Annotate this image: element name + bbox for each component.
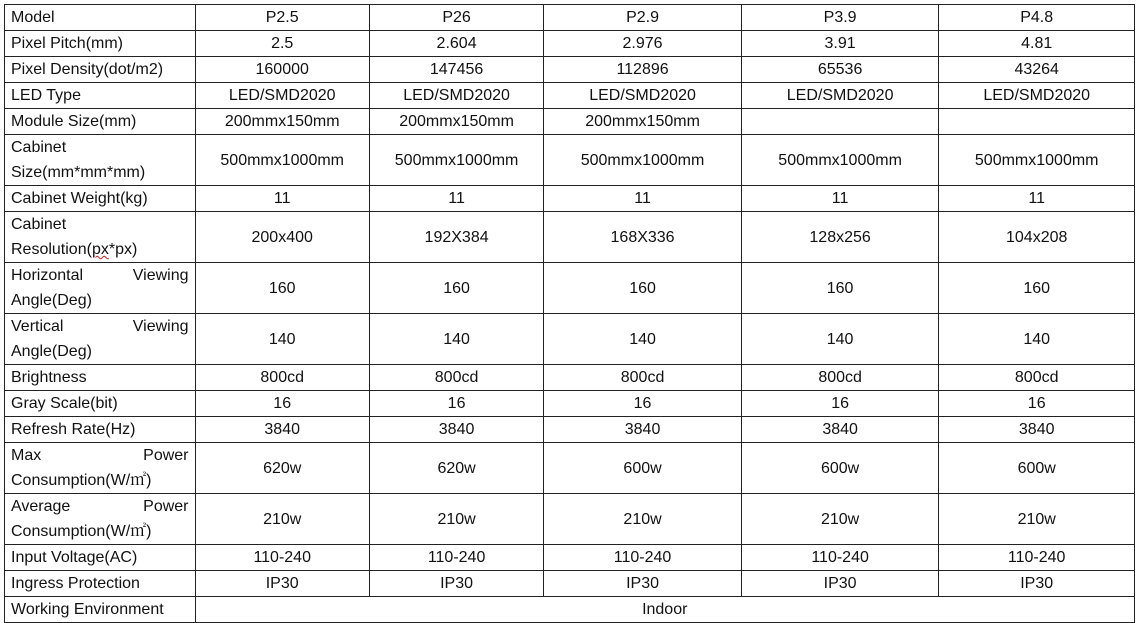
table-cell: 210w <box>544 494 742 545</box>
table-cell: IP30 <box>369 571 543 597</box>
table-cell <box>939 109 1135 135</box>
table-row-pixel-pitch <box>5 31 1135 57</box>
table-cell: LED/SMD2020 <box>939 83 1135 109</box>
table-cell: 11 <box>544 186 742 212</box>
table-cell: 43264 <box>939 57 1135 83</box>
table-cell <box>741 109 939 135</box>
table-cell: 3840 <box>741 417 939 443</box>
table-cell: 3840 <box>939 417 1135 443</box>
table-cell: 4.81 <box>939 31 1135 57</box>
table-cell: 110-240 <box>195 545 369 571</box>
table-cell: 3840 <box>369 417 543 443</box>
table-cell: 112896 <box>544 57 742 83</box>
model-header-p26: P26 <box>369 5 543 31</box>
table-cell: 210w <box>939 494 1135 545</box>
table-cell: IP30 <box>195 571 369 597</box>
table-cell: 16 <box>544 391 742 417</box>
table-cell: 620w <box>195 443 369 494</box>
table-cell: 128x256 <box>741 212 939 263</box>
table-row-cabinet-resolution <box>5 212 1135 263</box>
table-row-led-type <box>5 83 1135 109</box>
table-cell: 620w <box>369 443 543 494</box>
table-cell: 800cd <box>369 365 543 391</box>
table-cell: LED/SMD2020 <box>741 83 939 109</box>
table-cell: 104x208 <box>939 212 1135 263</box>
table-cell: LED/SMD2020 <box>369 83 543 109</box>
table-cell: 160 <box>939 263 1135 314</box>
table-cell: 140 <box>369 314 543 365</box>
table-cell: 2.604 <box>369 31 543 57</box>
table-cell: 500mmx1000mm <box>195 135 369 186</box>
table-cell: 3840 <box>544 417 742 443</box>
row-label-cabinet-resolution <box>5 212 196 263</box>
table-cell: 140 <box>195 314 369 365</box>
table-cell: 600w <box>544 443 742 494</box>
row-label-input-voltage: Input Voltage(AC) <box>5 545 196 571</box>
row-label-module-size: Module Size(mm) <box>5 109 196 135</box>
table-row-vertical-viewing <box>5 314 1135 365</box>
table-cell: 200mmx150mm <box>544 109 742 135</box>
table-row-gray-scale <box>5 391 1135 417</box>
model-header-p3-9: P3.9 <box>741 5 939 31</box>
row-label-ingress-protection: Ingress Protection <box>5 571 196 597</box>
table-cell: 210w <box>741 494 939 545</box>
table-cell: 11 <box>195 186 369 212</box>
table-cell: 160 <box>195 263 369 314</box>
table-cell: 140 <box>939 314 1135 365</box>
table-row-ingress-protection <box>5 571 1135 597</box>
table-cell: 140 <box>544 314 742 365</box>
table-cell: 110-240 <box>369 545 543 571</box>
table-cell: 140 <box>741 314 939 365</box>
table-cell: 800cd <box>544 365 742 391</box>
table-cell: 192X384 <box>369 212 543 263</box>
table-cell: 500mmx1000mm <box>741 135 939 186</box>
table-row-brightness <box>5 365 1135 391</box>
table-row-average-power <box>5 494 1135 545</box>
table-cell: 147456 <box>369 57 543 83</box>
table-row-cabinet-size <box>5 135 1135 186</box>
row-label-refresh-rate: Refresh Rate(Hz) <box>5 417 196 443</box>
row-label-led-type: LED Type <box>5 83 196 109</box>
row-label-brightness: Brightness <box>5 365 196 391</box>
table-cell: 160 <box>369 263 543 314</box>
table-cell: 800cd <box>741 365 939 391</box>
table-cell-merged: Indoor <box>195 597 1134 623</box>
row-label-average-power: Average Power Consumption(W/㎡) <box>5 494 196 545</box>
table-cell: 200x400 <box>195 212 369 263</box>
row-label-cabinet-size: Cabinet Size(mm*mm*mm) <box>5 135 196 186</box>
table-cell: 500mmx1000mm <box>939 135 1135 186</box>
table-cell: 65536 <box>741 57 939 83</box>
table-cell: 160 <box>741 263 939 314</box>
table-cell: LED/SMD2020 <box>195 83 369 109</box>
table-cell: 2.976 <box>544 31 742 57</box>
row-label-working-environment: Working Environment <box>5 597 196 623</box>
table-cell: 110-240 <box>939 545 1135 571</box>
table-row-working-environment <box>5 597 1135 623</box>
table-cell: 200mmx150mm <box>369 109 543 135</box>
table-cell: 11 <box>369 186 543 212</box>
table-cell: 500mmx1000mm <box>544 135 742 186</box>
table-cell: 160000 <box>195 57 369 83</box>
table-cell: 600w <box>939 443 1135 494</box>
table-cell: 168X336 <box>544 212 742 263</box>
table-cell: 16 <box>741 391 939 417</box>
led-spec-table <box>4 4 1135 623</box>
table-cell: 3840 <box>195 417 369 443</box>
table-cell: 16 <box>369 391 543 417</box>
table-row-input-voltage <box>5 545 1135 571</box>
table-cell: 200mmx150mm <box>195 109 369 135</box>
table-cell: IP30 <box>939 571 1135 597</box>
table-cell: 16 <box>195 391 369 417</box>
table-cell: 110-240 <box>544 545 742 571</box>
row-label-vertical-viewing: Vertical Viewing Angle(Deg) <box>5 314 196 365</box>
label-text: Cabinet Resolution( <box>11 216 92 258</box>
table-cell: 3.91 <box>741 31 939 57</box>
table-cell: 800cd <box>195 365 369 391</box>
label-text: *px) <box>108 241 138 258</box>
table-cell: 2.5 <box>195 31 369 57</box>
model-header-p4-8: P4.8 <box>939 5 1135 31</box>
model-header-p2-5: P2.5 <box>195 5 369 31</box>
row-label-pixel-density: Pixel Density(dot/m2) <box>5 57 196 83</box>
table-row-pixel-density <box>5 57 1135 83</box>
table-cell: 11 <box>741 186 939 212</box>
row-label-model: Model <box>5 5 196 31</box>
table-cell: 210w <box>195 494 369 545</box>
row-label-horizontal-viewing: Horizontal Viewing Angle(Deg) <box>5 263 196 314</box>
table-cell: LED/SMD2020 <box>544 83 742 109</box>
table-cell: 500mmx1000mm <box>369 135 543 186</box>
table-row-model <box>5 5 1135 31</box>
table-row-cabinet-weight <box>5 186 1135 212</box>
table-cell: 800cd <box>939 365 1135 391</box>
table-cell: 110-240 <box>741 545 939 571</box>
table-cell: IP30 <box>741 571 939 597</box>
table-cell: 16 <box>939 391 1135 417</box>
row-label-cabinet-weight: Cabinet Weight(kg) <box>5 186 196 212</box>
table-cell: 160 <box>544 263 742 314</box>
row-label-gray-scale: Gray Scale(bit) <box>5 391 196 417</box>
row-label-pixel-pitch: Pixel Pitch(mm) <box>5 31 196 57</box>
row-label-max-power: Max Power Consumption(W/㎡) <box>5 443 196 494</box>
table-row-refresh-rate <box>5 417 1135 443</box>
table-row-max-power <box>5 443 1135 494</box>
spellcheck-marked-text: px <box>91 241 109 258</box>
table-row-horizontal-viewing <box>5 263 1135 314</box>
table-cell: 11 <box>939 186 1135 212</box>
model-header-p2-9: P2.9 <box>544 5 742 31</box>
table-row-module-size <box>5 109 1135 135</box>
table-cell: 210w <box>369 494 543 545</box>
table-cell: IP30 <box>544 571 742 597</box>
table-cell: 600w <box>741 443 939 494</box>
